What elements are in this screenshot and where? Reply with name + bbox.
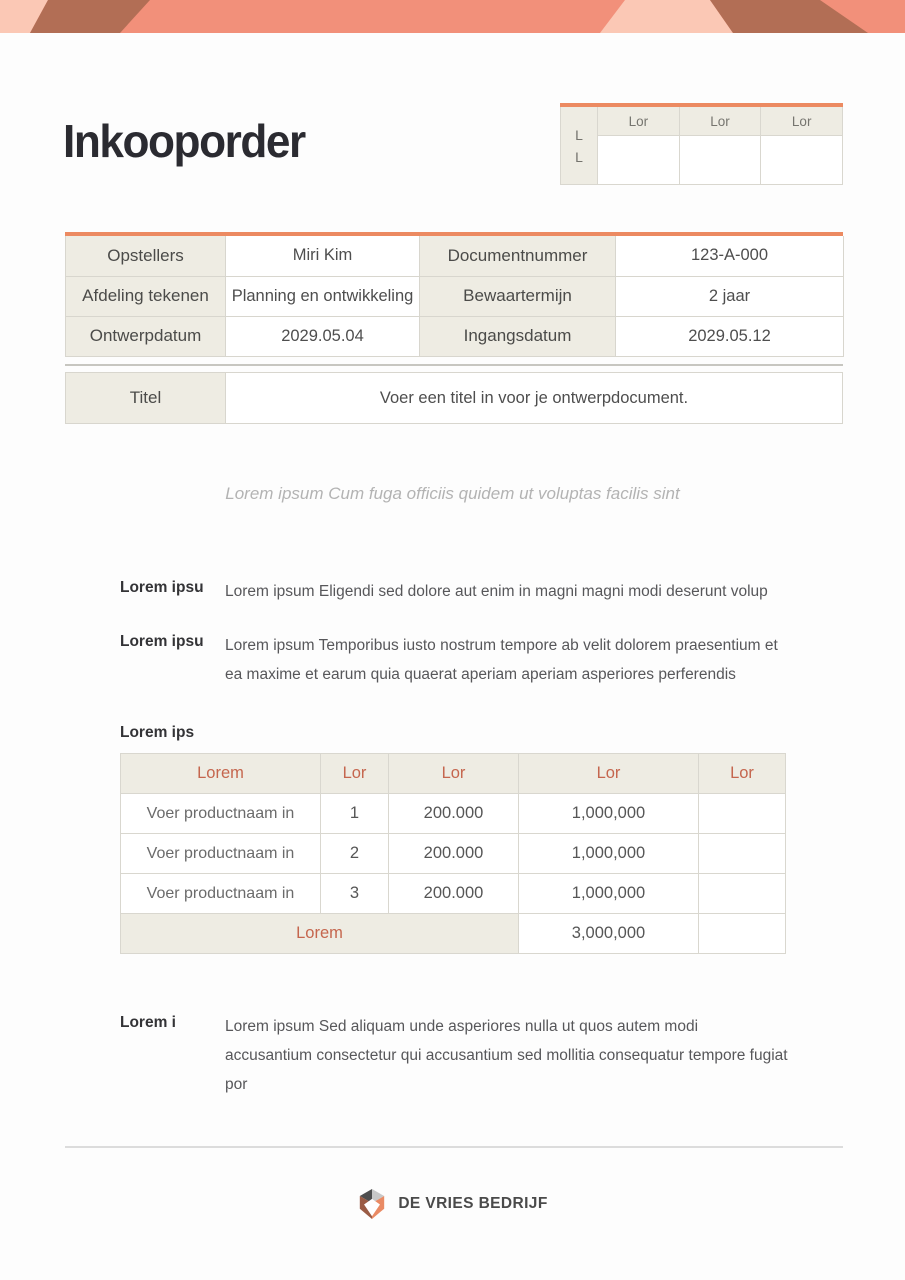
cube-logo-icon bbox=[357, 1188, 387, 1220]
info-label: Bewaartermijn bbox=[420, 276, 616, 316]
product-note[interactable] bbox=[699, 794, 786, 834]
mini-table-row-label-line: L bbox=[575, 126, 583, 143]
product-unit-price: 200.000 bbox=[389, 834, 519, 874]
section-paragraph bbox=[120, 1012, 788, 1099]
document-info-table bbox=[65, 232, 843, 357]
mini-table-header: Lor bbox=[598, 107, 680, 136]
product-note[interactable] bbox=[699, 834, 786, 874]
mini-table-column bbox=[761, 107, 843, 185]
approval-mini-table bbox=[560, 103, 843, 185]
title-row-label: Titel bbox=[66, 373, 226, 424]
product-name-placeholder[interactable]: Voer productnaam in bbox=[121, 874, 321, 914]
mini-table-column bbox=[680, 107, 762, 185]
info-value: 2029.05.12 bbox=[616, 316, 844, 356]
mini-table-column bbox=[598, 107, 680, 185]
info-value: Miri Kim bbox=[226, 236, 420, 276]
info-value: Planning en ontwikkeling bbox=[226, 276, 420, 316]
product-row bbox=[121, 834, 786, 874]
info-label: Ontwerpdatum bbox=[66, 316, 226, 356]
company-name: DE VRIES BEDRIJF bbox=[398, 1195, 548, 1212]
section-label: Lorem i bbox=[120, 1014, 176, 1031]
info-label: Ingangsdatum bbox=[420, 316, 616, 356]
section-text: Lorem ipsum Temporibus iusto nostrum tempore ab velit dolorem praesentium et ea maxime et earum quia quaerat aperiam aperiam asperiores perferendis bbox=[225, 637, 778, 683]
product-unit-price: 200.000 bbox=[389, 794, 519, 834]
info-label: Documentnummer bbox=[420, 236, 616, 276]
product-qty: 1 bbox=[321, 794, 389, 834]
mini-table-row-label bbox=[560, 107, 598, 185]
info-value: 2029.05.04 bbox=[226, 316, 420, 356]
product-table-header-row bbox=[121, 754, 786, 794]
info-row bbox=[66, 316, 844, 356]
product-table bbox=[120, 753, 785, 954]
company-logo bbox=[0, 1188, 905, 1220]
product-name-placeholder[interactable]: Voer productnaam in bbox=[121, 794, 321, 834]
product-note[interactable] bbox=[699, 874, 786, 914]
page-title: Inkooporder bbox=[63, 115, 305, 167]
title-placeholder[interactable]: Voer een titel in voor je ontwerpdocument. bbox=[226, 373, 843, 424]
mini-table-empty-cell[interactable] bbox=[598, 136, 680, 185]
info-row bbox=[66, 236, 844, 276]
product-qty: 2 bbox=[321, 834, 389, 874]
total-amount: 3,000,000 bbox=[519, 914, 699, 954]
banner-graphic bbox=[0, 0, 905, 33]
mini-table-empty-cell[interactable] bbox=[680, 136, 762, 185]
info-row bbox=[66, 276, 844, 316]
title-row-divider bbox=[65, 364, 843, 366]
section-paragraph bbox=[120, 631, 788, 689]
product-col-header: Lor bbox=[519, 754, 699, 794]
footer-divider bbox=[65, 1146, 843, 1148]
info-value: 123-A-000 bbox=[616, 236, 844, 276]
total-note bbox=[699, 914, 786, 954]
info-label: Afdeling tekenen bbox=[66, 276, 226, 316]
info-label: Opstellers bbox=[66, 236, 226, 276]
total-label: Lorem bbox=[121, 914, 519, 954]
product-qty: 3 bbox=[321, 874, 389, 914]
section-text: Lorem ipsum Eligendi sed dolore aut enim in magni magni modi deserunt volup bbox=[225, 583, 768, 600]
section-text: Lorem ipsum Sed aliquam unde asperiores nulla ut quos autem modi accusantium consectetur qui accusantium sed mollitia consequatur tempore fugiat por bbox=[225, 1018, 788, 1093]
title-row bbox=[66, 373, 843, 424]
product-col-header: Lor bbox=[389, 754, 519, 794]
mini-table-header: Lor bbox=[761, 107, 843, 136]
product-total-row bbox=[121, 914, 786, 954]
product-amount: 1,000,000 bbox=[519, 834, 699, 874]
title-row-table bbox=[65, 372, 843, 424]
product-table-heading: Lorem ips bbox=[120, 724, 195, 741]
product-col-header: Lorem bbox=[121, 754, 321, 794]
product-row bbox=[121, 794, 786, 834]
section-label: Lorem ipsu bbox=[120, 579, 204, 596]
section-label: Lorem ipsu bbox=[120, 633, 204, 650]
product-name-placeholder[interactable]: Voer productnaam in bbox=[121, 834, 321, 874]
mini-table-empty-cell[interactable] bbox=[761, 136, 843, 185]
product-amount: 1,000,000 bbox=[519, 794, 699, 834]
intro-note: Lorem ipsum Cum fuga officiis quidem ut voluptas facilis sint bbox=[225, 484, 680, 503]
product-col-header: Lor bbox=[699, 754, 786, 794]
info-value: 2 jaar bbox=[616, 276, 844, 316]
mini-table-row-label-line: L bbox=[575, 148, 583, 165]
product-row bbox=[121, 874, 786, 914]
mini-table-header: Lor bbox=[680, 107, 762, 136]
product-amount: 1,000,000 bbox=[519, 874, 699, 914]
product-col-header: Lor bbox=[321, 754, 389, 794]
section-paragraph bbox=[120, 577, 788, 606]
product-unit-price: 200.000 bbox=[389, 874, 519, 914]
